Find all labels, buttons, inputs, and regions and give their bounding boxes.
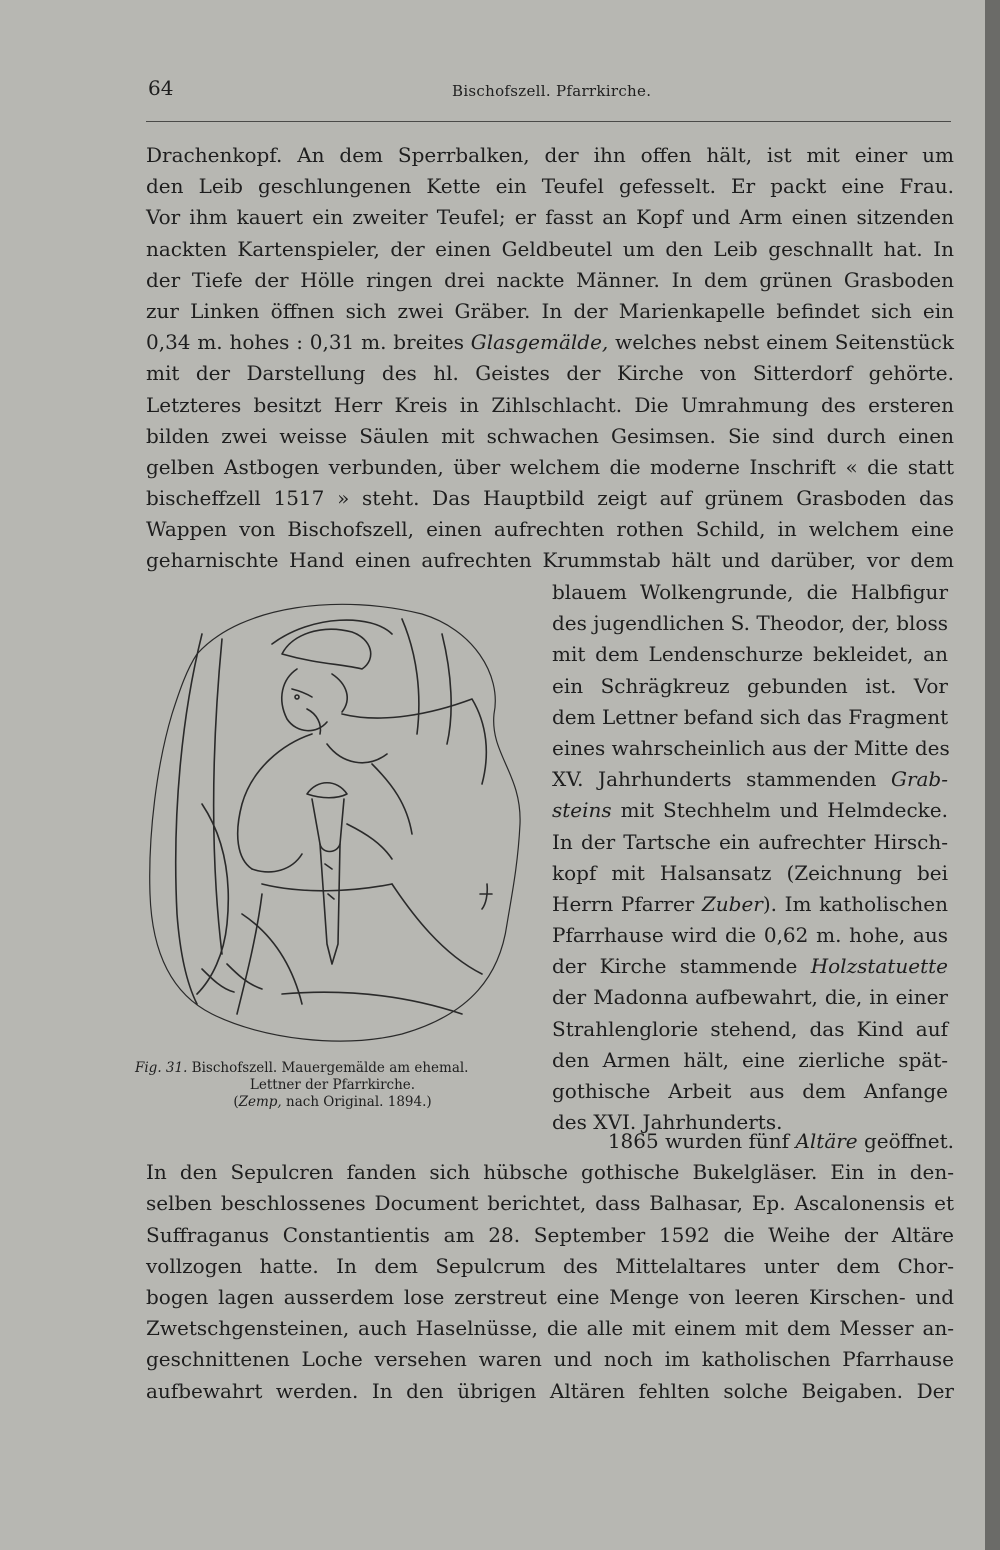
caption-line: (Zemp, nach Original. 1894.) (233, 1094, 432, 1110)
text-line: der Tiefe der Hölle ringen drei nackte Männer. In dem grünen Grasboden (146, 267, 954, 292)
text-line (146, 327, 954, 358)
text-line: Suffraganus Constantientis am 28. September 1592 die Weihe der Altäre (146, 1222, 954, 1247)
text-line: Drachenkopf. An dem Sperrbalken, der ihn offen hält, ist mit einer um (146, 143, 954, 167)
text-run: nach Original. 1894.) (281, 1094, 432, 1110)
text-run: mit Stechhelm und Helmdecke. (611, 798, 948, 823)
text-line (552, 795, 948, 826)
text-run: geöffnet. (857, 1129, 954, 1153)
text-run: XV. Jahrhunderts stammenden (552, 767, 891, 792)
italic-term: Grab- (890, 767, 948, 792)
text-line: selben beschlossenes Document berichtet, dass Balhasar, Ep. Ascalonensis et (146, 1191, 954, 1216)
page-number: 64 (148, 76, 174, 100)
text-line: vollzogen hatte. In dem Sepulcrum des Mittelaltares unter dem Chor- (146, 1253, 954, 1278)
figure-illustration (142, 594, 534, 1054)
italic-term: steins (552, 798, 612, 823)
caption-line: Lettner der Pfarrkirche. (249, 1077, 416, 1093)
text-line (552, 889, 948, 920)
italic-term: Holzstatuette (810, 954, 948, 979)
text-line: des XVI. Jahrhunderts. (552, 1110, 783, 1135)
figure-label: Fig. 31. (135, 1060, 188, 1076)
text-line: der Madonna aufbewahrt, die, in einer (552, 985, 948, 1010)
text-line (552, 951, 948, 982)
text-line: dem Lettner befand sich das Fragment (552, 704, 949, 729)
text-line: den Leib geschlungenen Kette ein Teufel gefesselt. Er packt eine Frau. (146, 174, 954, 199)
text-line: Pfarrhause wird die 0,62 m. hohe, aus (552, 923, 948, 948)
text-line: In den Sepulcren fanden sich hübsche gothische Bukelgläser. Ein in den- (146, 1160, 954, 1185)
text-line: geschnittenen Loche versehen waren und noch im katholischen Pfarrhause (146, 1347, 954, 1372)
text-line: blauem Wolkengrunde, die Halbfigur (552, 580, 948, 604)
text-line: aufbewahrt werden. In den übrigen Altären fehlten solche Beigaben. Der (146, 1378, 954, 1403)
text-line: bischeffzell 1517 » steht. Das Hauptbild zeigt auf grünem Grasboden das (146, 486, 954, 511)
running-title: Bischofszell. Pfarrkirche. (452, 82, 652, 100)
text-line: gothische Arbeit aus dem Anfange (552, 1079, 948, 1103)
text-line: gelben Astbogen verbunden, über welchem die moderne Inschrift « die statt (146, 454, 954, 479)
text-line: Vor ihm kauert ein zweiter Teufel; er fasst an Kopf und Arm einen sitzenden (146, 205, 954, 230)
italic-term: Zemp, (238, 1094, 282, 1110)
text-line: Wappen von Bischofszell, einen aufrechten rothen Schild, in welchem eine (146, 517, 954, 542)
caption-line (135, 1060, 530, 1077)
text-line: nackten Kartenspieler, der einen Geldbeutel um den Leib geschnallt hat. In (146, 236, 954, 261)
text-line: zur Linken öffnen sich zwei Gräber. In der Marienkapelle befindet sich ein (146, 298, 954, 323)
text-line: des jugendlichen S. Theodor, der, bloss (552, 611, 948, 636)
text-line (146, 1126, 954, 1157)
text-line: kopf mit Halsansatz (Zeichnung bei (552, 860, 948, 885)
text-run: welches nebst einem Seitenstück (608, 330, 954, 355)
text-run: Herrn Pfarrer (552, 891, 702, 916)
italic-term: Zuber (701, 891, 763, 916)
text-line: Strahlenglorie stehend, das Kind auf (552, 1016, 948, 1041)
text-line: bogen lagen ausserdem lose zerstreut eine Menge von leeren Kirschen- und (146, 1284, 954, 1309)
text-run: 1865 wurden fünf (607, 1129, 796, 1153)
text-line: eines wahrscheinlich aus der Mitte des (552, 735, 950, 760)
text-line: Zwetschgensteinen, auch Haselnüsse, die alle mit einem mit dem Messer an- (146, 1316, 954, 1341)
italic-term: Glasgemälde, (470, 330, 609, 355)
text-line: In der Tartsche ein aufrechter Hirsch- (552, 829, 948, 854)
paragraph-1 (146, 140, 954, 577)
text-line: mit der Darstellung des hl. Geistes der Kirche von Sitterdorf gehörte. (146, 361, 954, 386)
mural-drawing (142, 594, 534, 1054)
figure-caption (135, 1060, 530, 1111)
text-run: der Kirche stammende (552, 954, 811, 979)
page-edge (985, 0, 1000, 1550)
text-line: den Armen hält, eine zierliche spät- (552, 1047, 948, 1072)
text-line: ein Schrägkreuz gebunden ist. Vor (552, 673, 948, 698)
text-run: Bischofszell. Mauergemälde am ehemal. (187, 1060, 469, 1076)
paragraph-2 (146, 1126, 954, 1407)
text-line: mit dem Lendenschurze bekleidet, an (552, 642, 948, 667)
header-rule (146, 121, 951, 122)
right-column-text (552, 577, 948, 1138)
text-line (552, 764, 948, 795)
text-run: 0,34 m. hohes : 0,31 m. breites (146, 330, 471, 355)
text-run: ). Im katholischen (762, 891, 948, 916)
text-line: geharnischte Hand einen aufrechten Krummstab hält und darüber, vor dem (146, 548, 954, 573)
text-line: Letzteres besitzt Herr Kreis in Zihlschlacht. Die Umrahmung des ersteren (146, 392, 954, 417)
italic-term: Altäre (795, 1129, 858, 1153)
text-line: bilden zwei weisse Säulen mit schwachen Gesimsen. Sie sind durch einen (146, 423, 954, 448)
